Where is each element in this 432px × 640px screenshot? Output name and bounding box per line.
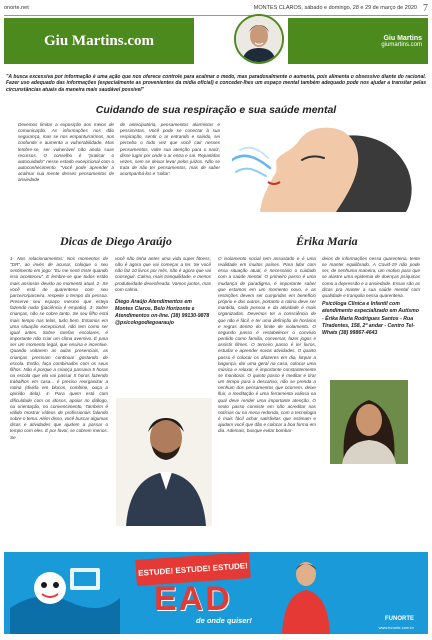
ad-brand: FUNORTE	[385, 616, 414, 622]
article2-column-2-text: você não tinha antes uma vida super fitness, não é agora que vai começar a ter. Se você não faz 10 livros por mês, não é agora que vai conseguir. Calma, mais tranquilidade, e menos produtividade desenfreada. Vamos juntos, mas com calma.	[115, 256, 211, 292]
article3-signature: Psicóloga Clínica e Infantil com atendimento especializado em Autismo - Érika Maria Rodrigues Santos - Rua Tiradentes, 158, 2º andar - Centro Tel-Whats (38) 99867-4643	[322, 301, 419, 336]
column-title: Giu Martins.com	[44, 32, 154, 49]
header-divider	[4, 15, 428, 16]
ad-site[interactable]: www.funorte.com.br	[378, 625, 414, 630]
article-headline: Cuidando de sua respiração e sua saúde mental	[95, 104, 337, 116]
banner-photo-area	[194, 18, 284, 64]
author-portrait-icon	[116, 398, 212, 526]
page-number: 7	[423, 2, 428, 14]
banner-title-box	[4, 18, 194, 64]
ead-advertisement[interactable]	[4, 552, 428, 634]
ad-tag-text: ESTUDE! ESTUDE! ESTUDE!	[137, 560, 249, 578]
ad-headline: EAD	[154, 580, 232, 618]
page-header	[4, 2, 428, 14]
banner-author-box	[288, 18, 428, 64]
article2-column-1: 1- Nos relacionamentos: Nos momentos de "DR", ao invés de acusar, coloque o seu sentimento em jogo: "Eu me senti triste quando isso aconteceu". E lembre-se que todos estão mais ansiosos devido ao momento atual. 2- Se você está de quarentena com seu parceiro/parceira, respeite o tempo da pessoa. Preserve seu espaço mesmo que esteja fazendo nada (paciência é empatia). 3- Sobre crianças, não se cobre tanto. Se seu filho está mais tempo nas telas, tudo bem. Estamos em uma situação excepcional, não tem como ser igual antes. Sobre tarefas escolares, é importante não criar um clima aversivo. É para ser um momento legal, que ensina e incentive. Quando voltarem as aulas presenciais, as crianças precisam continuar gostando de escola. Então, faça combinados com os seus filhos. Não é porque a criança passava 5 horas na escola que ela vai passar 5 horas fazendo trabalhos em casa... é preciso reorganizar a rotina (divida em blocos, combine, ouça a opinião dela). 4- Para quem está com dificuldade com os idosos, apoiar no diálogo, na orientação, no convencimento. Também é válido mostrar vídeos de profissionais falando sobre o tema. Além disso, você buscar algumas dicas e atividades que ajudem a passar o tempo com eles. É por favor, se cobrem menos. Se	[10, 256, 108, 440]
erika-photo	[330, 380, 408, 464]
edition-date: MONTES CLAROS, sábado e domingo, 28 e 29 de março de 2020	[253, 5, 417, 11]
article3-column-2-text: deios de informações nessa quarentena, tente se manter equilibrado. A Covid-19 não pode ser, de nenhuma maneira, um motivo para que se alastre uma epidemia de doenças psíquicas como a depressão e a ansiedade. Essas são as dicas pra manter a sua saúde mental com qualidade e tranquila nessa quarentena.	[322, 256, 420, 298]
article3-column-2	[322, 256, 420, 337]
article1-column-2: de antecipatória, pensamentos alarmistas e pessimistas. Você pode se conectar à sua respiração, sentir o ar entrando e saindo, sei perceba o todo vez que você cair nesses pensamentos, volte sua atenção para o nariz, disse lugar por onde o ar entra e sai. Repartidas vezes, sem se deixar levar pelos juízos. Não se trata de não ter pensamentos, mas de saber acompanhá-los e 'soltar'.	[120, 122, 220, 177]
ad-person-icon	[276, 554, 336, 634]
article3-column-1: O isolamento social tem assustado e é uma realidade em muitos países. Para lidar com essa situação atual, é necessário o cuidado com a saúde mental. O primeiro passo é uma mudança de paradigma, é importante saber que estamos em um momento novo, e as restrições devem ser cumpridas em benefício próprio e dos outros, portanto a rotina deve ser mantida, cada pessoa e da atividade é mais organizadas. Devemos ter a consciência de que não é fácil, e ter uma definição de horários e regras dentro do limite de isolamento. O segundo passo é restabelecer o convívio perdido como família, conversar, fazer jogos e assistir filmes. O terceiro passo é ler livros, estudar e aprender novas atividades. O quarto passo é colocar os afazeres em dia, limpar a bagunça, dar uma geral na casa, colocar uma música e relaxar, é importante constantemente se monitorar. O quinto passo é meditar e tirar um tempo para o descanso, não se prenda a nenhum dos pensamentos que ocorrem, deixe fluir, a meditação é uma ferramenta valiosa na qual deve render uma importante atenção. O sexto passo consiste em não acreditar nas notícias ou na mesa redonda, com a tecnologia é mais fácil achar satisfeitas que estimam e ajudam você que dão e colocar a boa forma em dia. Ademais, busque evitar bombar-	[218, 256, 316, 434]
intro-quote: "A busca excessiva por informação é uma ação que nos oferece controle para acalmar o medo, mas paradoxalmente o aumenta, pois alimenta o obsessivo diante do racional. Fazer uso adequado das informações (especialmente as provenientes da mídia oficial) e conceder-lhes um espaço mental também adequado pode nos ajudar a transitar pelas circunstâncias atuais da maneira mais saudável possível"	[6, 74, 426, 93]
columnist-portrait-icon	[236, 16, 282, 62]
mascot-icon	[10, 558, 120, 634]
site-url[interactable]: onorte.net	[4, 5, 29, 11]
ad-slogan: de onde quiser!	[196, 616, 252, 625]
author-portrait-icon	[330, 380, 408, 464]
columnist-avatar	[234, 14, 284, 64]
columnist-site[interactable]: giumartins.com	[381, 41, 422, 48]
article3-byline: Érika Maria	[296, 234, 358, 248]
diego-photo	[116, 398, 212, 526]
article1-column-1: Devemos limitar a exposição aos meios de comunicação. As informações nos dão segurança, mas se nos empanturrarmos, nos confunde e aumenta a vulnerabilidade. Mas lembre-se, ser vulnerável não anula suas recursos. O conselho é "praticar o autocuidado" nesse estado excepcional com o autoconhecimento. "Você pode aprender a acalmar sua mente desses pensamentos de ansiedade	[18, 122, 114, 183]
breathing-face-illustration	[232, 120, 416, 212]
article2-signature: Diego Araújo Atendimentos em Montes Claros, Belo Horizonte e Atendimentos on-line. (38) 99130-9878 @psicologodiegoaraujo	[115, 298, 210, 326]
columnist-name: Giu Martins	[383, 34, 422, 42]
article2-byline: Dicas de Diego Araújo	[60, 234, 172, 248]
article2-column-2	[115, 256, 211, 327]
column-banner	[4, 18, 428, 64]
